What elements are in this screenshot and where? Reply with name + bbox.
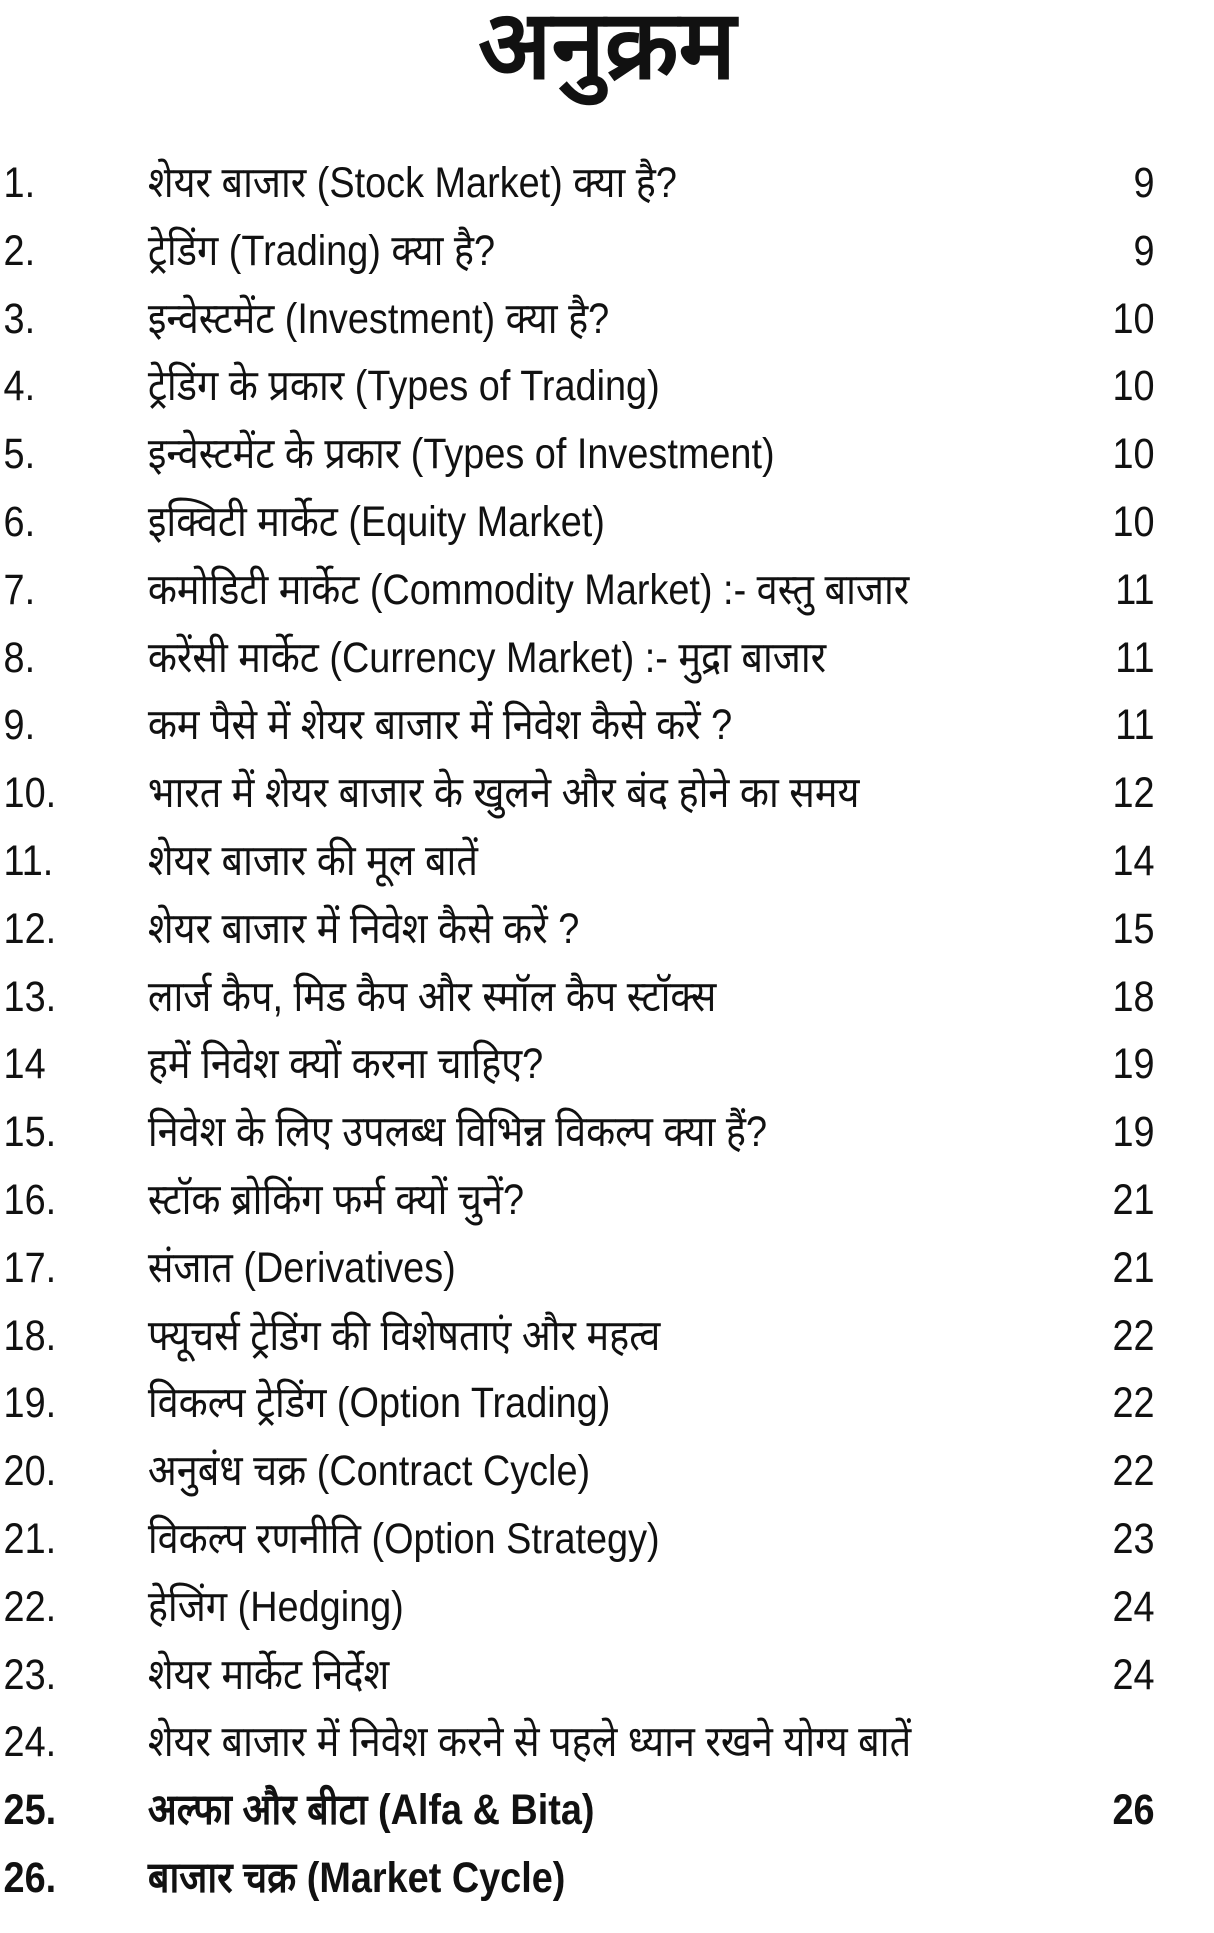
entry-number: 8. [3, 633, 36, 682]
entry-number: 4. [3, 362, 36, 411]
entry-title: ट्रेडिंग (Trading) क्या है? [147, 226, 496, 275]
entry-number: 3. [3, 294, 36, 343]
toc-entry [0, 353, 1214, 421]
entry-page: 22 [1112, 1311, 1155, 1360]
entry-number: 24. [3, 1718, 57, 1767]
entry-title: ट्रेडिंग के प्रकार (Types of Trading) [147, 362, 660, 411]
toc-entry [0, 1031, 1214, 1099]
entry-title: कम पैसे में शेयर बाजार में निवेश कैसे करें ? [147, 701, 733, 750]
toc-entry [0, 964, 1214, 1032]
toc-entry [0, 218, 1214, 286]
entry-title: बाजार चक्र (Market Cycle) [147, 1853, 566, 1902]
entry-number: 2. [3, 226, 36, 275]
entry-number: 19. [3, 1379, 57, 1428]
entry-title: अनुबंध चक्र (Contract Cycle) [147, 1447, 591, 1496]
entry-number: 14 [3, 1040, 46, 1089]
entry-title: स्टॉक ब्रोकिंग फर्म क्यों चुनें? [147, 1175, 524, 1224]
entry-number: 11. [3, 836, 54, 885]
entry-number: 20. [3, 1447, 57, 1496]
entry-page: 12 [1112, 769, 1155, 818]
entry-page: 10 [1112, 497, 1155, 546]
toc-entry [0, 1777, 1214, 1845]
entry-number: 18. [3, 1311, 57, 1360]
entry-number: 13. [3, 972, 57, 1021]
entry-page: 23 [1112, 1514, 1155, 1563]
toc-entry [0, 557, 1214, 625]
entry-title: हेजिंग (Hedging) [147, 1582, 404, 1631]
toc-entry [0, 150, 1214, 218]
entry-page: 21 [1112, 1243, 1155, 1292]
entry-page: 9 [1133, 159, 1155, 207]
toc-entry [0, 1099, 1214, 1167]
entry-title: फ्यूचर्स ट्रेडिंग की विशेषताएं और महत्व [147, 1311, 661, 1360]
entry-title: अल्फा और बीटा (Alfa & Bita) [147, 1786, 595, 1835]
entry-title: इन्वेस्टमेंट के प्रकार (Types of Investment) [147, 430, 775, 479]
entry-page: 9 [1133, 226, 1155, 275]
entry-title: भारत में शेयर बाजार के खुलने और बंद होने का समय [147, 769, 860, 818]
entry-page: 10 [1112, 430, 1155, 479]
entry-page: 10 [1112, 294, 1155, 343]
toc-entry [0, 421, 1214, 489]
entry-number: 22. [3, 1582, 57, 1631]
toc-entry [0, 1167, 1214, 1235]
entry-title: इक्विटी मार्केट (Equity Market) [147, 497, 605, 546]
toc-entry [0, 286, 1214, 354]
entry-title: लार्ज कैप, मिड कैप और स्मॉल कैप स्टॉक्स [147, 972, 717, 1021]
entry-number: 12. [3, 904, 57, 953]
toc-entry [0, 1845, 1214, 1913]
table-of-contents [0, 150, 1214, 1913]
entry-page: 18 [1112, 972, 1155, 1021]
entry-page: 24 [1112, 1650, 1155, 1699]
entry-title: कमोडिटी मार्केट (Commodity Market) :- वस्तु बाजार [147, 565, 910, 614]
entry-page: 24 [1112, 1582, 1155, 1631]
entry-page: 21 [1112, 1175, 1155, 1224]
entry-title: इन्वेस्टमेंट (Investment) क्या है? [147, 294, 610, 343]
entry-number: 5. [3, 430, 36, 479]
entry-title: विकल्प ट्रेडिंग (Option Trading) [147, 1379, 611, 1428]
entry-page: 11 [1115, 565, 1155, 614]
entry-title: निवेश के लिए उपलब्ध विभिन्न विकल्प क्या हैं? [147, 1108, 768, 1157]
toc-entry [0, 1303, 1214, 1371]
page-title: अनुक्रम [478, 0, 736, 99]
entry-page: 10 [1112, 362, 1155, 411]
entry-title: शेयर बाजार की मूल बातें [147, 836, 478, 885]
entry-title: शेयर बाजार में निवेश कैसे करें ? [147, 904, 580, 953]
entry-title: शेयर मार्केट निर्देश [147, 1650, 390, 1699]
toc-entry [0, 1235, 1214, 1303]
toc-entry [0, 1370, 1214, 1438]
toc-entry [0, 828, 1214, 896]
entry-title: विकल्प रणनीति (Option Strategy) [147, 1514, 660, 1563]
entry-number: 25. [3, 1786, 57, 1835]
entry-page: 22 [1112, 1447, 1155, 1496]
entry-title: शेयर बाजार में निवेश करने से पहले ध्यान रखने योग्य बातें [147, 1718, 912, 1767]
entry-title: करेंसी मार्केट (Currency Market) :- मुद्रा बाजार [147, 633, 827, 682]
entry-number: 17. [3, 1243, 57, 1292]
entry-page: 15 [1112, 904, 1155, 953]
entry-page: 11 [1115, 633, 1155, 682]
toc-entry [0, 489, 1214, 557]
toc-entry [0, 625, 1214, 693]
toc-entry [0, 760, 1214, 828]
entry-title: शेयर बाजार (Stock Market) क्या है? [147, 159, 677, 207]
entry-title: हमें निवेश क्यों करना चाहिए? [147, 1040, 544, 1089]
toc-entry [0, 1438, 1214, 1506]
entry-page: 26 [1112, 1786, 1155, 1835]
toc-entry [0, 1574, 1214, 1642]
entry-number: 21. [3, 1514, 57, 1563]
entry-page: 19 [1112, 1040, 1155, 1089]
toc-entry [0, 1506, 1214, 1574]
entry-number: 23. [3, 1650, 57, 1699]
entry-number: 10. [3, 769, 57, 818]
entry-number: 26. [3, 1853, 57, 1902]
entry-number: 15. [3, 1108, 57, 1157]
entry-page: 22 [1112, 1379, 1155, 1428]
toc-entry [0, 692, 1214, 760]
toc-entry [0, 1709, 1214, 1777]
entry-page: 11 [1115, 701, 1155, 750]
entry-number: 1. [3, 159, 36, 207]
toc-entry [0, 896, 1214, 964]
toc-entry [0, 1642, 1214, 1710]
entry-number: 9. [3, 701, 36, 750]
entry-title: संजात (Derivatives) [147, 1243, 456, 1292]
entry-page: 19 [1112, 1108, 1155, 1157]
entry-number: 16. [3, 1175, 57, 1224]
entry-number: 7. [3, 565, 36, 614]
entry-number: 6. [3, 497, 36, 546]
entry-page: 14 [1112, 836, 1155, 885]
